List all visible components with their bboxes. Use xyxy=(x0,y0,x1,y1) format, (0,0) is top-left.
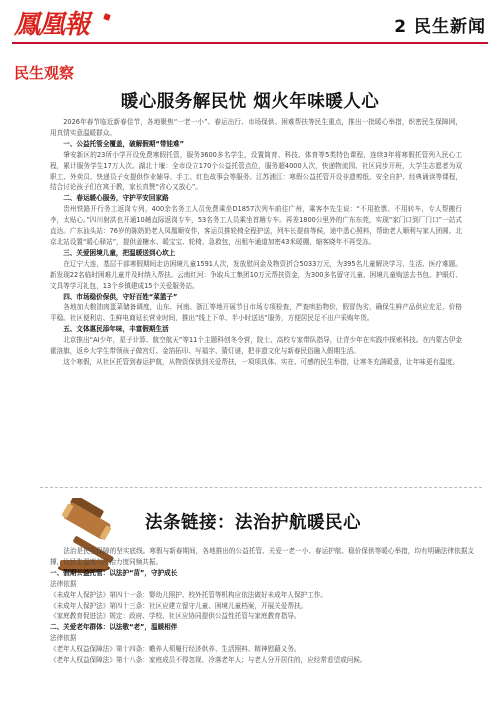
legal-line: 法治是民生保障的坚实底线。寒假与新春期间，各地推出的公益托管、关爱一老一小、春运护航、稳价保供等暖心举措，均有明确法律依据支撑，让民生温度与法治力度同频共振。 xyxy=(50,547,474,566)
legal-line: 《家庭教育促进法》规定：政府、学校、社区应协同提供公益性托管与家庭教育指导。 xyxy=(50,612,301,621)
subheading: 二、关爱老年群体：以法敬“老”，温暖相伴 xyxy=(50,623,178,632)
article-paragraph: 各地加大粮油肉蛋菜储备调度，山东、河南、浙江等地开展节日市场专项检查，严查哄抬物价，假冒伪劣，确保生鲜产品供应充足、价格平稳。社区便利店、生鲜电商延长营业时间，推出“线上下单、半小时送达”服务，方便居民足不出户采购年货。 xyxy=(50,303,462,323)
legal-text xyxy=(50,546,474,666)
subheading: 三、关爱困境儿童，把温暖送到心坎上 xyxy=(63,248,176,257)
logo-mark-icon xyxy=(103,13,111,21)
article-headline: 暖心服务解民忧 烟火年味暖人心 xyxy=(120,92,380,112)
subheading: 一、假期公益托管：以法护“苗”，守护成长 xyxy=(50,568,178,577)
article-paragraph: 在辽宁大连，基层干部寒假期间走访困境儿童1591人次，发放慰问金及物资折合5033万元，为395名儿童解决学习、生活、医疗难题。新发现22名临时困难儿童并及时纳入帮扶。云南红河：争取兵工集团10万元帮扶资金，为300多名留守儿童、困境儿童购送去书包、护眼灯、文具等学习礼包，13个乡镇建成15个关爱服务站。 xyxy=(50,259,462,290)
legal-line: 《未成年人保护法》第四十一条：婴幼儿照护、校外托管等机构应依法做好未成年人保护工作。 xyxy=(50,590,327,599)
article-paragraph: 2026年春节临近新春佳节，各地聚焦“一老一小”、春运出行、市场保供、困难帮扶等民生重点，推出一批暖心举措，织密民生保障网，用真情实意温暖群众。 xyxy=(50,118,462,137)
article-paragraph: 北京推出“AI少年，星子计算、航空航天”等11个主题科创冬令营，院士、高校专家带队指导，让青少年在实践中探索科技。在内蒙古伊金霍洛旗，返乡大学生带领孩子做宫灯、金箔拓印、写福字、猜灯谜，把非遗文化与新春民俗融入假期生活。 xyxy=(50,336,462,356)
newspaper-logo: 鳳凰報 xyxy=(14,10,90,40)
legal-link-box xyxy=(40,487,482,700)
legal-line: 《未成年人保护法》第四十三条：社区应建立留守儿童、困境儿童档案，开展关爱帮扶。 xyxy=(50,601,308,610)
legal-link-title: 法条链接：法治护航暖民心 xyxy=(145,513,361,533)
section-tag: 民生观察 xyxy=(14,64,75,82)
article-paragraph: 贵州铁路开行务工返岗专列，400余名务工人员免费乘坐D1857次列车前往广州，乘客李先生说：“不用抢票、不用转车，专人帮搬行李，太贴心。”四川射洪也开通10趟直际返岗专车，53名务工人员乘坐首趟专车。再差1800公里外的广东东莞，实现“家门口到厂门口”一站式直达。广东汕头站：76岁的陈奶奶老人凤凰顺安作，客运员推轮椅全程护送，列车长提前等候，途中悉心照料，帮助老人顺利与家人团圆。北京北站设置“暖心驿站”，提供姜糖水、暖宝宝、轮椅、急救包，出租车通道加密43米暖棚，缩客晓年不再受冻。 xyxy=(50,205,462,246)
subheading: 五、文体惠民添年味，丰富假期生活 xyxy=(63,325,169,334)
legal-line: 法律依据 xyxy=(50,579,77,588)
article-paragraph: 这个寒假，从社区托管到春运护航，从物资保供到关爱帮扶，一项项具体、实在、可感的民生举措，让寒冬充满暖意，让年味更有温度。 xyxy=(63,357,459,366)
masthead xyxy=(0,0,500,48)
legal-line: 《老年人权益保障法》第十八条：家庭成员不得忽视、冷落老年人；与老人分开居住的，应经常看望或问候。 xyxy=(50,656,367,665)
legal-line: 法律依据 xyxy=(50,634,77,643)
article-body xyxy=(50,117,462,368)
subheading: 一、公益托管全覆盖，破解假期“带娃难” xyxy=(63,139,184,148)
subheading: 二、春运暖心服务，守护平安回家路 xyxy=(63,194,169,203)
subheading: 四、市场稳价保供，守好百姓“菜篮子” xyxy=(63,292,178,301)
article-paragraph: 肇安新区的23所小学开设免费寒假托管，服务3600多名学生，设置简育、科技、体育等5类特色课程，连续3年将寒假托管列入民心工程，累计服务学生17万人次。湖北十堰：全市设立170个公益托管点位，服务超4000人次，快递物流园、社区同步开班，大学生志愿者为双职工、外卖员、快递员子女提供作业辅导、手工、红色故事会等服务。江苏浦江：寒假公益托管开设非遗剪纸、安全自护、经典诵读等课程，结合讨论孩子们在寓于教，家长真赞“省心又放心”。 xyxy=(50,150,462,192)
page-section-title: 2 民生新闻 xyxy=(394,17,486,37)
legal-line: 《老年人权益保障法》第十四条：赡养人须履行经济供养、生活照料、精神慰藉义务。 xyxy=(50,645,301,654)
header-rule xyxy=(12,42,488,44)
